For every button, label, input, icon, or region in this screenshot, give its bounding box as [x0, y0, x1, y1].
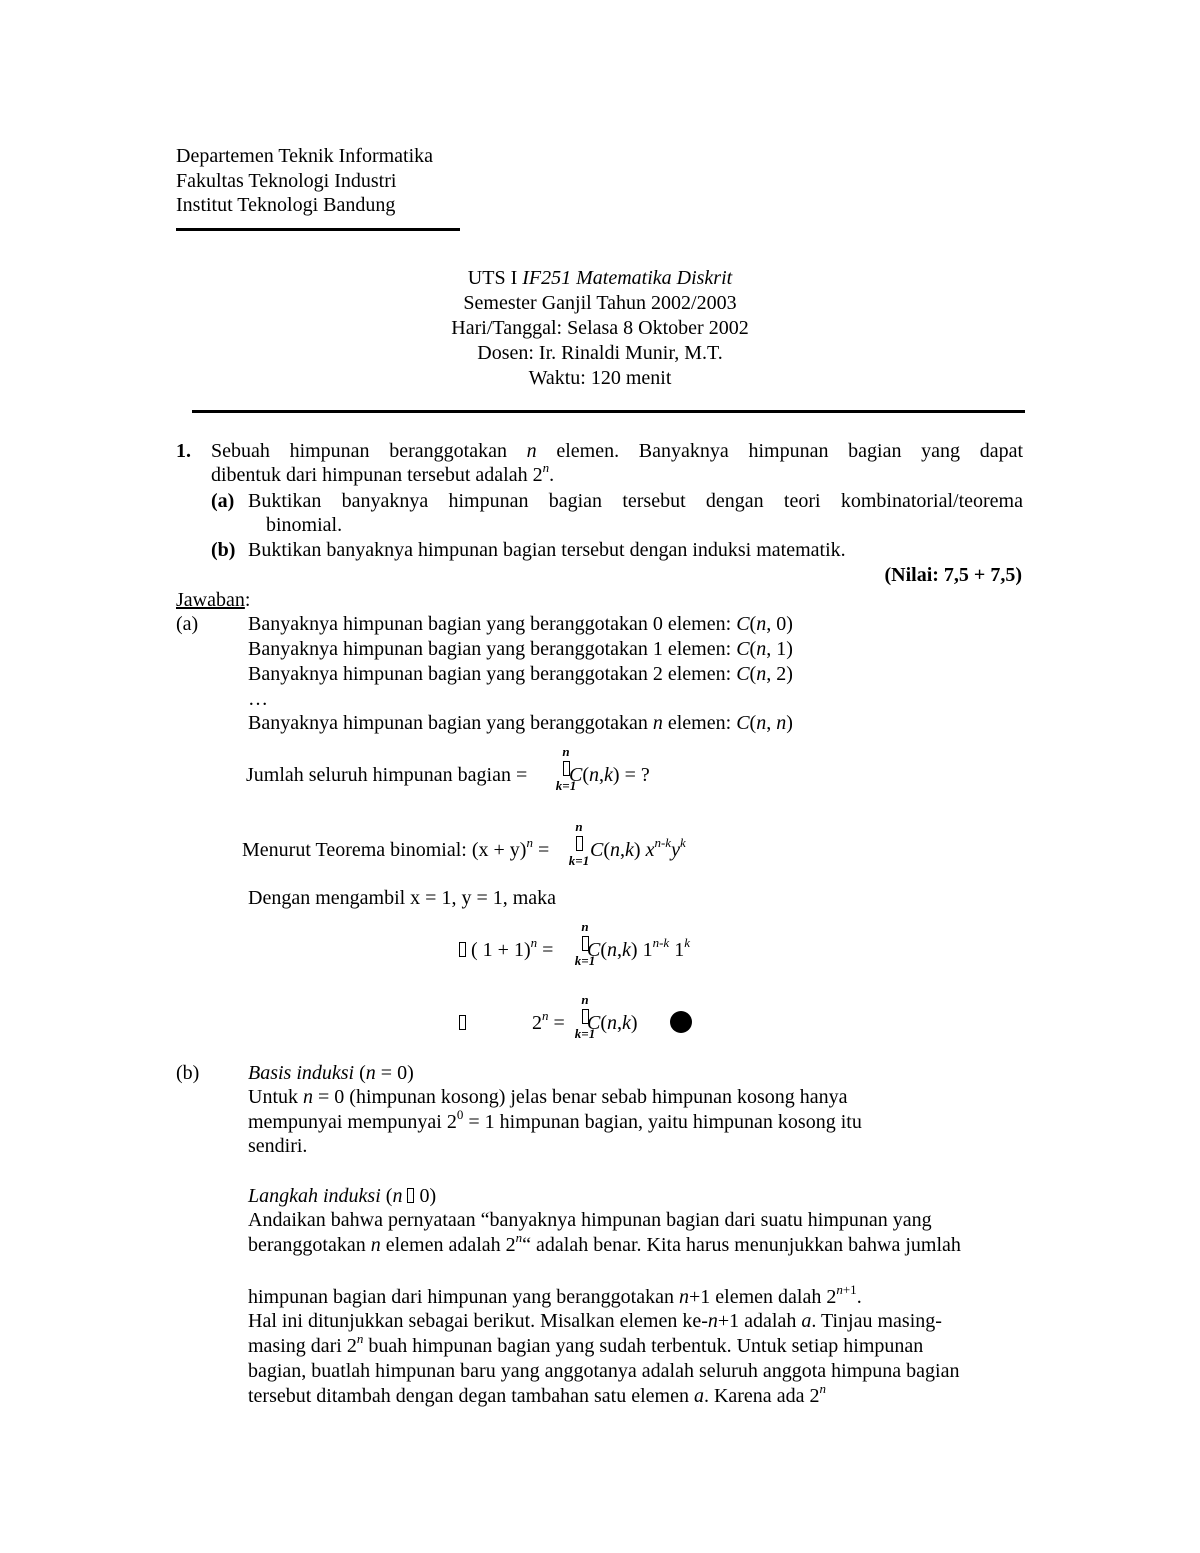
question-score: (Nilai: 7,5 + 7,5)	[884, 564, 1022, 586]
question-part-b-text: Buktikan banyaknya himpunan bagian tersebut dengan induksi matematik.	[248, 539, 846, 561]
exam-semester: Semester Ganjil Tahun 2002/2003	[463, 292, 737, 314]
equation-1-right: C(n,k) 1$^{n-k}$ 1$^k$	[587, 935, 690, 961]
summation-symbol: n k=1	[555, 744, 577, 793]
basis-line2: mempunyai mempunyai $2^0 = 1$ himpunan bagian, yaitu himpunan kosong itu	[248, 1107, 862, 1133]
basis-line3: sendiri.	[248, 1135, 308, 1157]
binomial-theorem: Menurut Teorema binomial: $(x + y)^n$ =	[242, 835, 550, 861]
header-divider	[176, 228, 460, 231]
sum-label: Jumlah seluruh himpunan bagian =	[246, 764, 528, 786]
implies-symbol	[459, 1011, 466, 1035]
binomial-expression: C(n,k) $x^{n-k}y^k$	[590, 835, 686, 861]
step-line1: Andaikan bahwa pernyataan “banyaknya himpunan bagian dari suatu himpunan yang	[248, 1209, 932, 1231]
exam-date: Hari/Tanggal: Selasa 8 Oktober 2002	[451, 317, 749, 339]
question-part-a-label: (a)	[211, 490, 235, 512]
equation-1-left: ( 1 + 1)$^n$ =	[459, 938, 553, 962]
step-line4: Hal ini ditunjukkan sebagai berikut. Misalkan elemen ke-n+1 adalah a. Tinjau masing-	[248, 1310, 942, 1332]
institute-name: Institut Teknologi Bandung	[176, 194, 396, 216]
question-part-a-text-cont: binomial.	[266, 514, 343, 536]
ellipsis: …	[248, 688, 268, 710]
answer-heading: Jawaban:	[176, 589, 251, 611]
step-line2: beranggotakan n elemen adalah 2$^n$“ adalah benar. Kita harus menunjukkan bahwa jumlah	[248, 1230, 961, 1256]
subset-count-1: Banyaknya himpunan bagian yang beranggotakan 1 elemen: C(n, 1)	[248, 638, 793, 660]
equation-2-left: $2^n$ =	[532, 1008, 565, 1034]
question-part-a-text: Buktikan banyaknya himpunan bagian tersebut dengan teori kombinatorial/teorema	[248, 490, 1023, 512]
sum-expression: C(n,k) = ?	[569, 764, 650, 786]
answer-part-b-label: (b)	[176, 1062, 200, 1084]
question-part-b-label: (b)	[211, 539, 236, 561]
qed-dot-icon	[670, 1011, 692, 1033]
step-line3: himpunan bagian dari himpunan yang beranggotakan n+1 elemen dalah $2^{n+1}$.	[248, 1282, 862, 1308]
department-name: Departemen Teknik Informatika	[176, 145, 434, 167]
subset-count-0: Banyaknya himpunan bagian yang beranggotakan 0 elemen: C(n, 0)	[248, 613, 793, 635]
exam-title: UTS I IF251 Matematika Diskrit	[467, 267, 733, 289]
equation-2-right: C(n,k)	[587, 1012, 638, 1034]
step-line5: masing dari 2$^n$ buah himpunan bagian yang sudah terbentuk. Untuk setiap himpunan	[248, 1331, 924, 1357]
question-number: 1.	[176, 440, 191, 462]
subset-count-n: Banyaknya himpunan bagian yang beranggotakan n elemen: C(n, n)	[248, 712, 793, 734]
subset-count-2: Banyaknya himpunan bagian yang beranggotakan 2 elemen: C(n, 2)	[248, 663, 793, 685]
exam-duration: Waktu: 120 menit	[528, 367, 672, 389]
basis-line1: Untuk n = 0 (himpunan kosong) jelas benar sebab himpunan kosong hanya	[248, 1086, 848, 1108]
answer-part-a-label: (a)	[176, 613, 199, 635]
summation-symbol-eq1: n k=1	[574, 919, 596, 968]
step-line7: tersebut ditambah dengan degan tambahan satu elemen a. Karena ada 2$^n$	[248, 1381, 826, 1407]
substitution-text: Dengan mengambil x = 1, y = 1, maka	[248, 887, 557, 909]
faculty-name: Fakultas Teknologi Industri	[176, 170, 397, 192]
summation-symbol-eq2: n k=1	[574, 992, 596, 1041]
title-divider	[192, 410, 1025, 413]
exam-lecturer: Dosen: Ir. Rinaldi Munir, M.T.	[477, 342, 723, 364]
question-text-line1: Sebuah himpunan beranggotakan n elemen. Banyaknya himpunan bagian yang dapat	[211, 440, 1024, 462]
summation-symbol-binomial: n k=1	[568, 819, 590, 868]
step-line6: bagian, buatlah himpunan baru yang anggotanya adalah seluruh anggota himpuna bagian	[248, 1360, 960, 1382]
basis-title: Basis induksi (n = 0)	[248, 1062, 414, 1084]
question-text-line2: dibentuk dari himpunan tersebut adalah 2$^n$.	[211, 460, 555, 486]
step-title: Langkah induksi (n 0)	[248, 1185, 437, 1207]
